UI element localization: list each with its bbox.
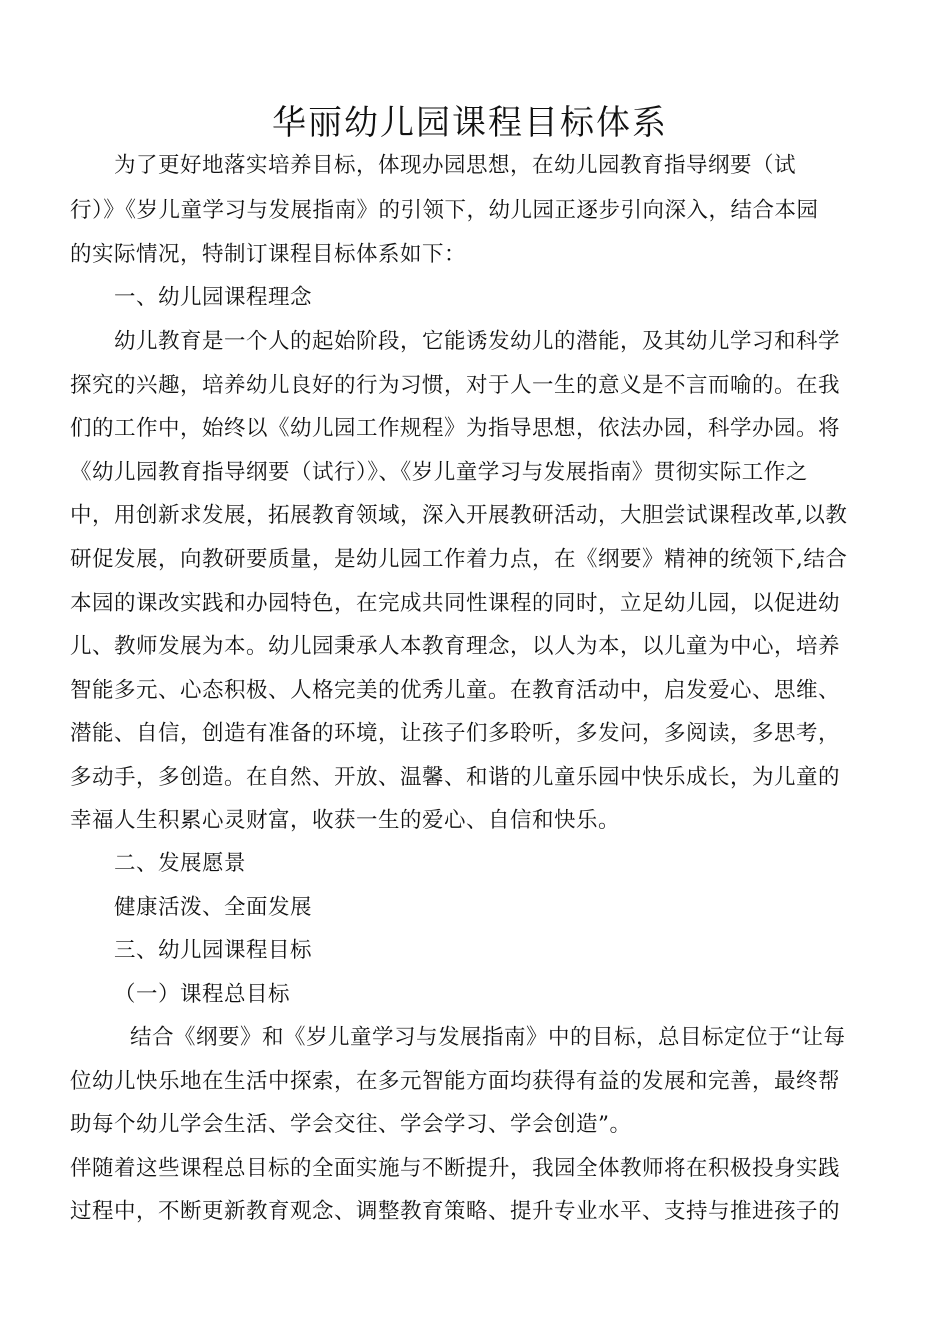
- section-heading-1: 一、幼儿园课程理念: [114, 285, 313, 310]
- philosophy-line-6: 研促发展，向教研要质量，是幼儿园工作着力点，在《纲要》精神的统领下,结合: [70, 547, 848, 572]
- intro-line-1: 为了更好地落实培养目标，体现办园思想，在幼儿园教育指导纲要（试: [114, 153, 797, 178]
- section-heading-2: 二、发展愿景: [114, 851, 247, 876]
- philosophy-line-1: 幼儿教育是一个人的起始阶段，它能诱发幼儿的潜能，及其幼儿学习和科学: [114, 329, 841, 354]
- philosophy-line-4: 《幼儿园教育指导纲要（试行）》、《岁儿童学习与发展指南》贯彻实际工作之: [70, 460, 808, 485]
- closing-line-2: 过程中，不断更新教育观念、调整教育策略、提升专业水平、支持与推进孩子的: [70, 1199, 841, 1224]
- philosophy-line-2: 探究的兴趣，培养幼儿良好的行为习惯，对于人一生的意义是不言而喻的。在我: [70, 373, 841, 398]
- intro-line-3: 的实际情况，特制订课程目标体系如下：: [70, 242, 467, 267]
- intro-line-2: 行）》《岁儿童学习与发展指南》的引领下，幼儿园正逐步引向深入，结合本园: [70, 198, 819, 223]
- philosophy-line-12: 幸福人生积累心灵财富，收获一生的爱心、自信和快乐。: [70, 808, 621, 833]
- philosophy-line-11: 多动手，多创造。在自然、开放、温馨、和谐的儿童乐园中快乐成长，为儿童的: [70, 765, 841, 790]
- philosophy-line-10: 潜能、自信，创造有准备的环境，让孩子们多聆听，多发问，多阅读，多思考，: [70, 721, 841, 746]
- philosophy-line-8: 儿、教师发展为本。幼儿园秉承人本教育理念，以人为本，以儿童为中心，培养: [70, 634, 841, 659]
- goal-line-3: 助每个幼儿学会生活、学会交往、学会学习、学会创造”。: [70, 1112, 632, 1137]
- section-heading-3: 三、幼儿园课程目标: [114, 938, 313, 963]
- philosophy-line-9: 智能多元、心态积极、人格完美的优秀儿童。在教育活动中，启发爱心、思维、: [70, 678, 841, 703]
- subsection-heading-1: （一）课程总目标: [114, 982, 291, 1007]
- document-title: 华丽幼儿园课程目标体系: [272, 103, 668, 143]
- goal-line-2: 位幼儿快乐地在生活中探索，在多元智能方面均获得有益的发展和完善，最终帮: [70, 1069, 841, 1094]
- philosophy-line-3: 们的工作中，始终以《幼儿园工作规程》为指导思想，依法办园，科学办园。将: [70, 416, 841, 441]
- philosophy-line-7: 本园的课改实践和办园特色，在完成共同性课程的同时，立足幼儿园，以促进幼: [70, 591, 841, 616]
- goal-line-1: 结合《纲要》和《岁儿童学习与发展指南》中的目标，总目标定位于“让每: [130, 1025, 846, 1050]
- vision-text: 健康活泼、全面发展: [114, 895, 313, 920]
- closing-line-1: 伴随着这些课程总目标的全面实施与不断提升，我园全体教师将在积极投身实践: [70, 1156, 841, 1181]
- philosophy-line-5: 中，用创新求发展，拓展教育领域，深入开展教研活动，大胆尝试课程改革,以教: [70, 503, 848, 528]
